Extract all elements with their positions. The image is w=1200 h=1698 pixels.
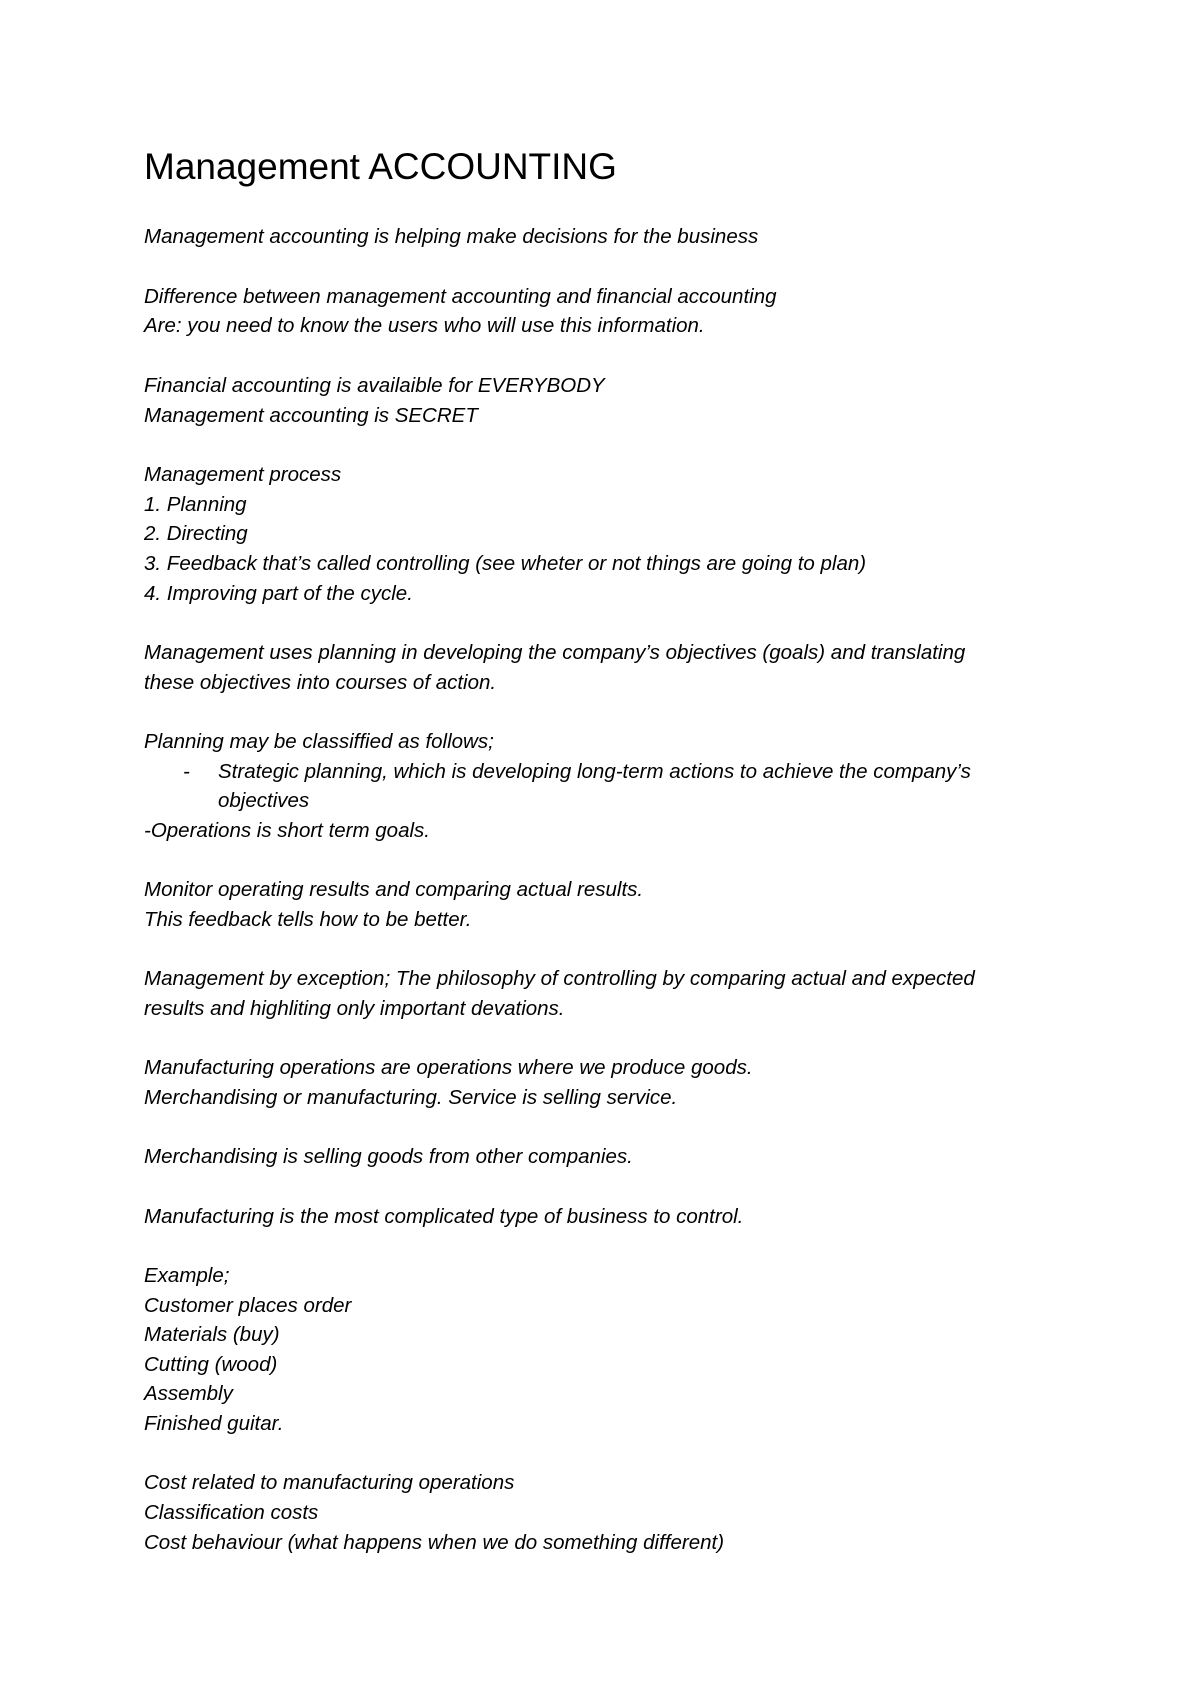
example-heading: Example; — [144, 1264, 230, 1287]
financial-accounting-text: Financial accounting is availaible for EVERYBODY — [144, 374, 605, 397]
process-item-feedback: 3. Feedback that’s called controlling (see wheter or not things are going to plan) — [144, 552, 867, 575]
monitor-text: Monitor operating results and comparing actual results. — [144, 878, 644, 901]
definition-text: Management accounting is helping make decisions for the business — [144, 225, 759, 248]
process-item-directing: 2. Directing — [144, 522, 248, 545]
process-item-improving: 4. Improving part of the cycle. — [144, 582, 413, 605]
exception-text-line-1: Management by exception; The philosophy of controlling by comparing actual and expected — [144, 967, 975, 990]
list-dash: - — [183, 760, 190, 783]
management-secret-text: Management accounting is SECRET — [144, 404, 478, 427]
planning-text-line-2: these objectives into courses of action. — [144, 671, 497, 694]
example-step: Finished guitar. — [144, 1412, 284, 1435]
cost-text-line-1: Cost related to manufacturing operations — [144, 1471, 515, 1494]
cost-text-line-3: Cost behaviour (what happens when we do something different) — [144, 1531, 725, 1554]
difference-text-line-2: Are: you need to know the users who will use this information. — [144, 314, 705, 337]
example-step: Customer places order — [144, 1294, 352, 1317]
example-step: Materials (buy) — [144, 1323, 280, 1346]
process-heading: Management process — [144, 463, 342, 486]
merchandising-text: Merchandising is selling goods from other companies. — [144, 1145, 633, 1168]
example-step: Cutting (wood) — [144, 1353, 278, 1376]
process-item-planning: 1. Planning — [144, 493, 247, 516]
manufacturing-operations-text: Manufacturing operations are operations where we produce goods. — [144, 1056, 753, 1079]
classification-heading: Planning may be classiffied as follows; — [144, 730, 494, 753]
difference-text-line-1: Difference between management accounting and financial accounting — [144, 285, 777, 308]
strategic-planning-line-2: objectives — [218, 789, 310, 812]
strategic-planning-line-1: Strategic planning, which is developing long-term actions to achieve the company’s — [218, 760, 971, 783]
example-step: Assembly — [144, 1382, 233, 1405]
feedback-text: This feedback tells how to be better. — [144, 908, 472, 931]
exception-text-line-2: results and highliting only important devations. — [144, 997, 565, 1020]
operations-text: -Operations is short term goals. — [144, 819, 430, 842]
planning-text-line-1: Management uses planning in developing the company’s objectives (goals) and translating — [144, 641, 966, 664]
complicated-text: Manufacturing is the most complicated type of business to control. — [144, 1205, 744, 1228]
merch-or-manufacturing-text: Merchandising or manufacturing. Service is selling service. — [144, 1086, 678, 1109]
page-title: Management ACCOUNTING — [144, 146, 617, 187]
cost-text-line-2: Classification costs — [144, 1501, 319, 1524]
